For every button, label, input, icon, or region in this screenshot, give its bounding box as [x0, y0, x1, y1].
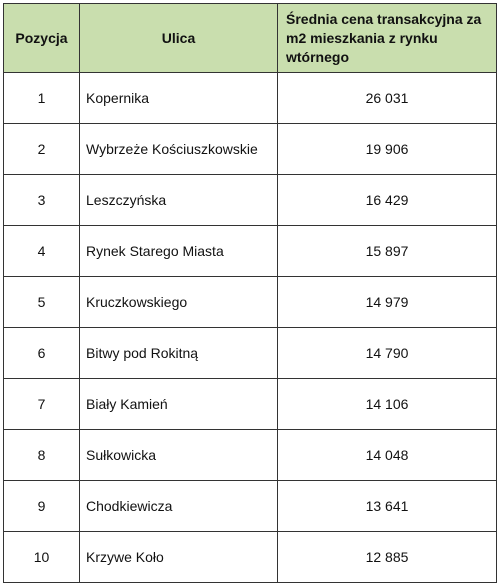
table-row: [4, 379, 497, 430]
table-row: [4, 124, 497, 175]
row-position: 4: [4, 226, 80, 277]
row-price: 13 641: [278, 481, 497, 532]
row-position: 3: [4, 175, 80, 226]
row-position: 9: [4, 481, 80, 532]
header-price: Średnia cena transakcyjna za m2 mieszkania z rynku wtórnego: [278, 4, 497, 73]
row-position: 7: [4, 379, 80, 430]
row-street: Krzywe Koło: [80, 532, 278, 583]
row-position: 6: [4, 328, 80, 379]
row-price: 16 429: [278, 175, 497, 226]
table-row: [4, 328, 497, 379]
row-price: 19 906: [278, 124, 497, 175]
row-street: Rynek Starego Miasta: [80, 226, 278, 277]
table-row: [4, 277, 497, 328]
price-ranking-table: [3, 3, 497, 583]
row-street: Biały Kamień: [80, 379, 278, 430]
table-row: [4, 226, 497, 277]
table-row: [4, 532, 497, 583]
row-price: 15 897: [278, 226, 497, 277]
row-price: 14 048: [278, 430, 497, 481]
row-price: 14 979: [278, 277, 497, 328]
row-street: Kopernika: [80, 73, 278, 124]
table-row: [4, 481, 497, 532]
row-position: 10: [4, 532, 80, 583]
row-position: 1: [4, 73, 80, 124]
row-price: 26 031: [278, 73, 497, 124]
row-street: Chodkiewicza: [80, 481, 278, 532]
header-position: Pozycja: [4, 4, 80, 73]
table-row: [4, 175, 497, 226]
table-header: [4, 4, 497, 73]
table-row: [4, 73, 497, 124]
row-price: 12 885: [278, 532, 497, 583]
row-price: 14 790: [278, 328, 497, 379]
row-street: Sułkowicka: [80, 430, 278, 481]
row-position: 5: [4, 277, 80, 328]
row-street: Bitwy pod Rokitną: [80, 328, 278, 379]
row-street: Leszczyńska: [80, 175, 278, 226]
table-row: [4, 430, 497, 481]
row-position: 8: [4, 430, 80, 481]
row-street: Wybrzeże Kościuszkowskie: [80, 124, 278, 175]
row-price: 14 106: [278, 379, 497, 430]
header-street: Ulica: [80, 4, 278, 73]
header-row: [4, 4, 497, 73]
row-street: Kruczkowskiego: [80, 277, 278, 328]
table-body: [4, 73, 497, 583]
row-position: 2: [4, 124, 80, 175]
